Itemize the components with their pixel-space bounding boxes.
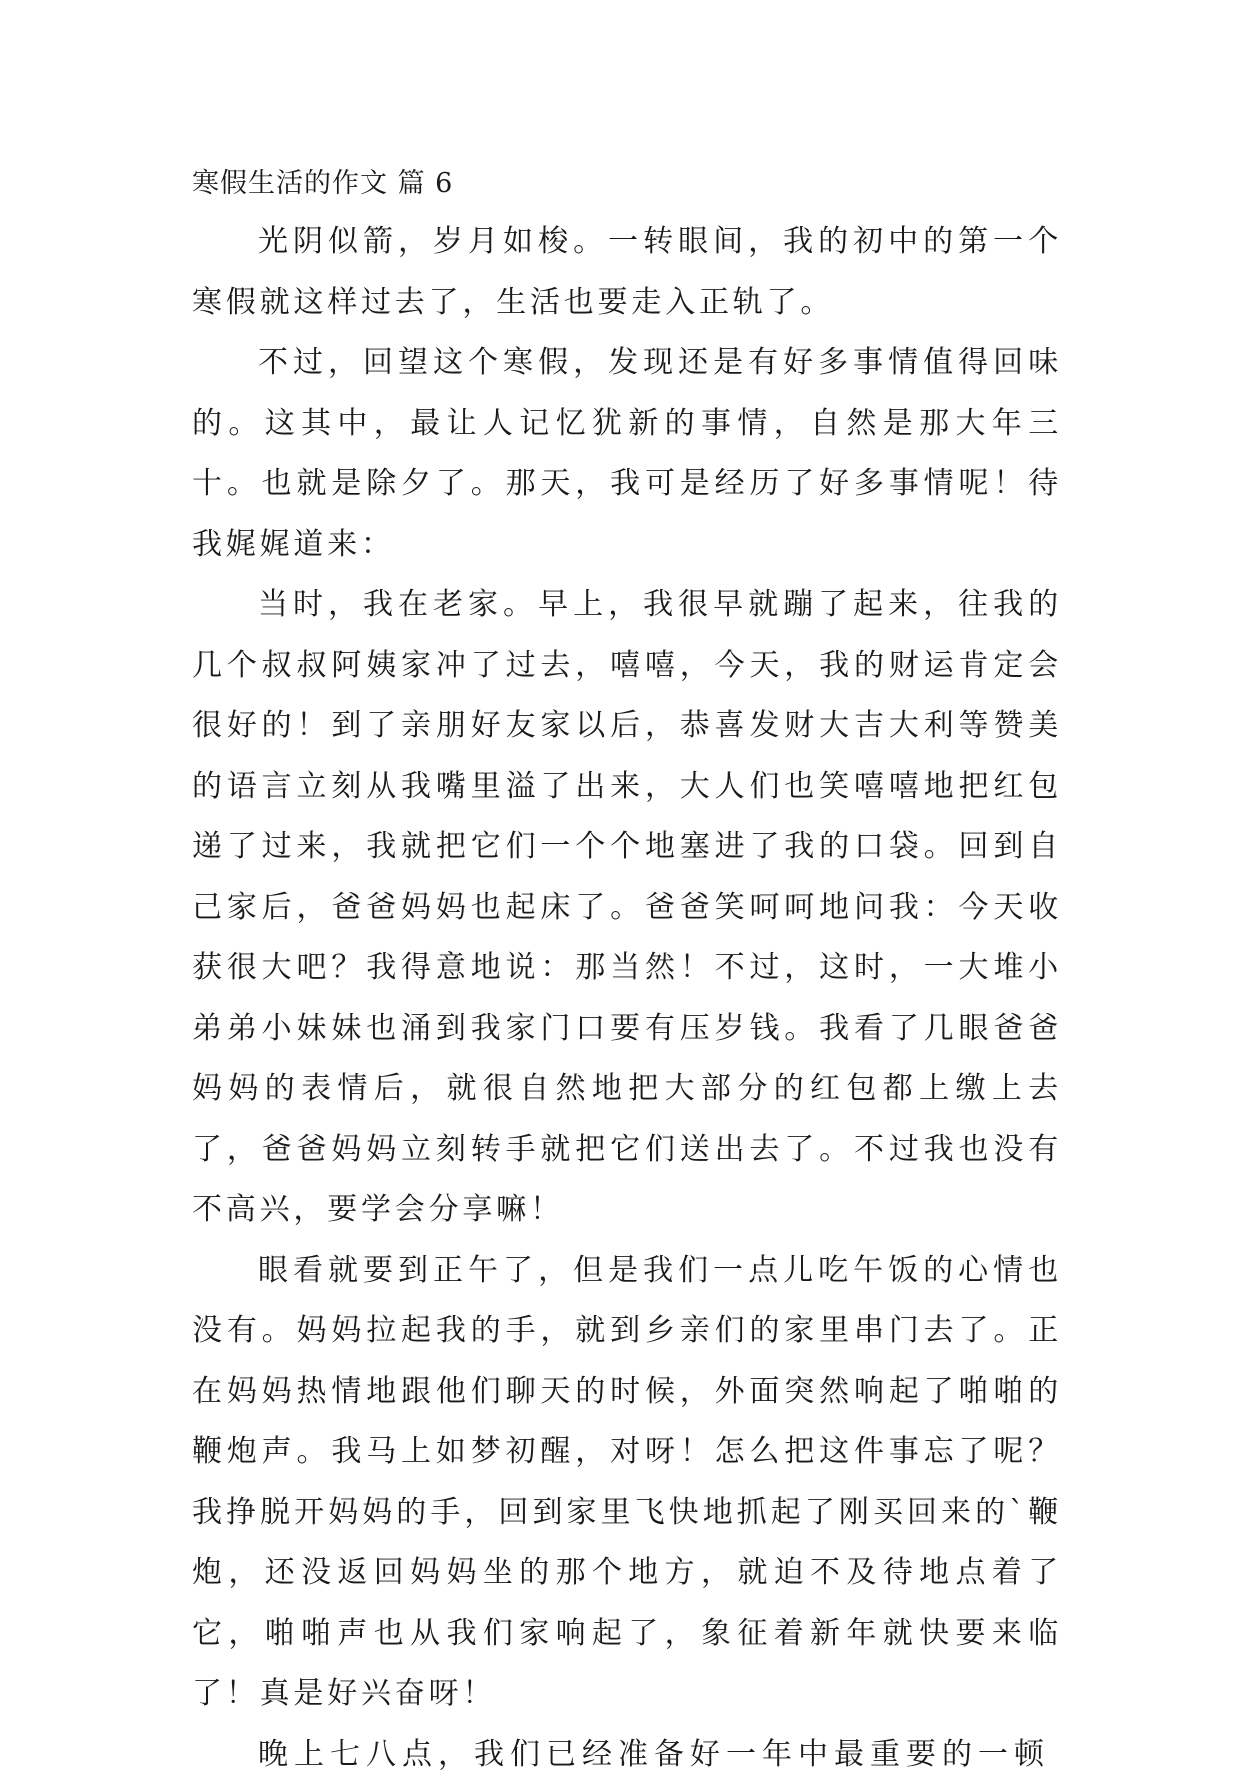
document-title: 寒假生活的作文 篇 6: [192, 162, 1062, 206]
paragraph-2: 不过，回望这个寒假，发现还是有好多事情值得回味的。这其中，最让人记忆犹新的事情，自然是那大年三十。也就是除夕了。那天，我可是经历了好多事情呢！待我娓娓道来：: [192, 333, 1062, 575]
paragraph-4: 眼看就要到正午了，但是我们一点儿吃午饭的心情也没有。妈妈拉起我的手，就到乡亲们的家里串门去了。正在妈妈热情地跟他们聊天的时候，外面突然响起了啪啪的鞭炮声。我马上如梦初醒，对呀！怎么把这件事忘了呢？我挣脱开妈妈的手，回到家里飞快地抓起了刚买回来的`鞭炮，还没返回妈妈坐的那个地方，就迫不及待地点着了它，啪啪声也从我们家响起了，象征着新年就快要来临了！真是好兴奋呀！: [192, 1241, 1062, 1725]
paragraph-5: 晚上七八点，我们已经准备好一年中最重要的一顿: [192, 1725, 1062, 1785]
paragraph-1: 光阴似箭，岁月如梭。一转眼间，我的初中的第一个寒假就这样过去了，生活也要走入正轨了。: [192, 212, 1062, 333]
paragraph-3: 当时，我在老家。早上，我很早就蹦了起来，往我的几个叔叔阿姨家冲了过去，嘻嘻，今天，我的财运肯定会很好的！到了亲朋好友家以后，恭喜发财大吉大利等赞美的语言立刻从我嘴里溢了出来，大人们也笑嘻嘻地把红包递了过来，我就把它们一个个地塞进了我的口袋。回到自己家后，爸爸妈妈也起床了。爸爸笑呵呵地问我：今天收获很大吧？我得意地说：那当然！不过，这时，一大堆小弟弟小妹妹也涌到我家门口要有压岁钱。我看了几眼爸爸妈妈的表情后，就很自然地把大部分的红包都上缴上去了，爸爸妈妈立刻转手就把它们送出去了。不过我也没有不高兴，要学会分享嘛！: [192, 575, 1062, 1241]
document-page: [192, 162, 1062, 1785]
